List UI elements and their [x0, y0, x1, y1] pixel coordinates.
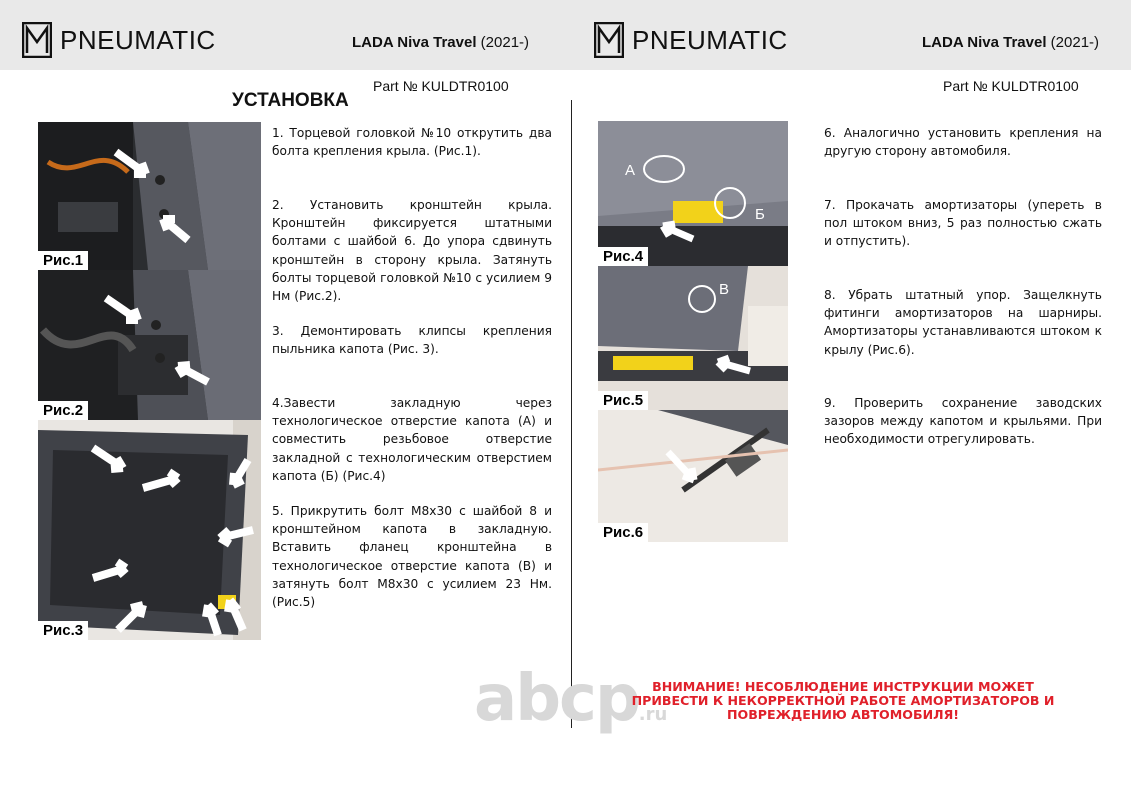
marker-icon: [598, 121, 788, 266]
fig6-label: Рис.6: [598, 523, 648, 542]
car-title: [922, 34, 1099, 51]
header-right: [566, 0, 1131, 70]
photo-fig5: [598, 266, 788, 410]
section-title: УСТАНОВКА: [232, 90, 349, 111]
photo-fig1: [38, 122, 261, 270]
car-title: [352, 34, 529, 51]
brand-logo: [594, 22, 788, 58]
header-left: [0, 0, 566, 70]
mark-b: Б: [755, 206, 765, 223]
page-divider: [571, 100, 572, 728]
pneumatic-logo-icon: [22, 22, 52, 58]
photo-fig6: [598, 410, 788, 542]
brand-name: PNEUMATIC: [632, 24, 788, 55]
fig5-label: Рис.5: [598, 391, 648, 410]
marker-icon: [598, 266, 788, 410]
step-4: 4.Завести закладную через технологическое отверстие капота (А) и совместить резьбовое отверстие закладной с технологическим отверстием капота (Б) (Рис.4): [272, 396, 552, 483]
photo-fig2: [38, 270, 261, 420]
photo-fig4: [598, 121, 788, 266]
brand-logo: [22, 22, 216, 58]
car-model: LADA Niva Travel: [922, 34, 1047, 51]
photo-fig3: [38, 420, 261, 640]
step-7: 7. Прокачать амортизаторы (упереть в пол штоком вниз, 5 раз полностью сжать и отпустить).: [824, 198, 1102, 249]
watermark-suffix: .ru: [638, 704, 668, 725]
brand-name: PNEUMATIC: [60, 24, 216, 55]
fig1-label: Рис.1: [38, 251, 88, 270]
step-3: 3. Демонтировать клипсы крепления пыльника капота (Рис. 3).: [272, 324, 552, 357]
step-9: 9. Проверить сохранение заводских зазоров между капотом и крыльями. При необходимости отрегулировать.: [824, 396, 1102, 447]
step-1: 1. Торцевой головкой №10 открутить два болта крепления крыла. (Рис.1).: [272, 126, 552, 159]
arrow-icon: [38, 270, 261, 420]
step-5: 5. Прикрутить болт М8х30 с шайбой 8 и кронштейном капота в закладную. Вставить фланец кронштейна в технологическое отверстие капота (В) и затянуть болт М8х30 с усилием 23 Нм. (Рис.5): [272, 504, 552, 610]
fig2-label: Рис.2: [38, 401, 88, 420]
warning-text: ВНИМАНИЕ! НЕСОБЛЮДЕНИЕ ИНСТРУКЦИИ МОЖЕТ ПРИВЕСТИ К НЕКОРРЕКТНОЙ РАБОТЕ АМОРТИЗАТОРОВ И ПОВРЕЖДЕНИЮ АВТОМОБИЛЯ!: [631, 679, 1055, 722]
car-years: (2021-): [1050, 34, 1100, 51]
car-model: LADA Niva Travel: [352, 34, 477, 51]
arrow-icon: [38, 122, 261, 270]
fig4-label: Рис.4: [598, 247, 648, 266]
pneumatic-logo-icon: [594, 22, 624, 58]
step-2: 2. Установить кронштейн крыла. Кронштейн фиксируется штатными болтами с шайбой 6. До упора сдвинуть кронштейн в сторону крыла. Затянуть болты торцевой головкой №10 с усилием 9 Нм (Рис.2).: [272, 198, 552, 304]
mark-a: А: [625, 162, 636, 179]
step-6: 6. Аналогично установить крепления на другую сторону автомобиля.: [824, 126, 1102, 159]
watermark-main: abcp: [474, 662, 639, 736]
step-8: 8. Убрать штатный упор. Защелкнуть фитинги амортизаторов на шарниры. Амортизаторы устанавливаются штоком к крылу (Рис.6).: [824, 288, 1102, 357]
mark-v: В: [719, 281, 730, 298]
arrow-icon: [38, 420, 261, 640]
part-number: Part № KULDTR0100: [373, 78, 509, 94]
car-years: (2021-): [480, 34, 530, 51]
part-number: Part № KULDTR0100: [943, 78, 1079, 94]
fig3-label: Рис.3: [38, 621, 88, 640]
